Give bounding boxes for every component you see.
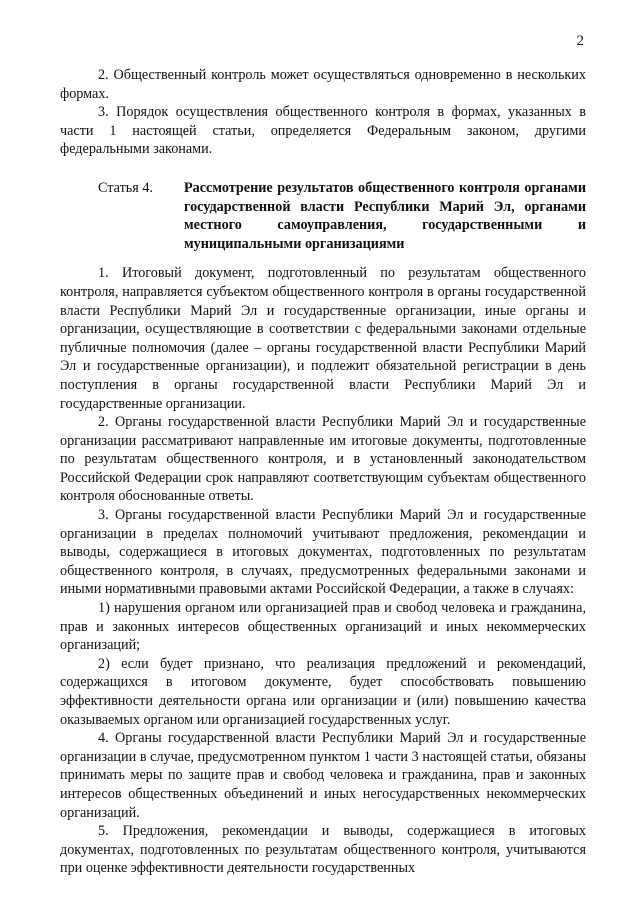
article-heading	[60, 179, 586, 253]
paragraph-3: 3. Порядок осуществления общественного контроля в формах, указанных в части 1 настоящей статьи, определяется Федеральным законом, другими федеральными законами.	[60, 104, 586, 158]
article-paragraph-2: 2. Органы государственной власти Республики Марий Эл и государственные организации рассматривают направленные им итоговые документы, подготовленные по результатам общественного контроля, и в установленный законодательством Российской Федерации срок направляют соответствующим субъектам общественного контроля обоснованные ответы.	[60, 414, 586, 505]
article-subitem-2: 2) если будет признано, что реализация предложений и рекомендаций, содержащихся в итоговом документе, будет способствовать повышению эффективности деятельности органа или организации и (или) повышению качества оказываемых органом или организацией государственных услуг.	[60, 655, 586, 728]
article-paragraph-1: 1. Итоговый документ, подготовленный по результатам общественного контроля, направляется субъектом общественного контроля в органы государственной власти Республики Марий Эл и государственные организации, иные органы и организации, осуществляющие в соответствии с федеральными законами отдельные публичные полномочия (далее – органы государственной власти Республики Марий Эл и государственные организации), и подлежит обязательной регистрации в день поступления в органы государственной власти Республики Марий Эл и государственные организации.	[60, 265, 586, 412]
article-title: Рассмотрение результатов общественного контроля органами государственной власти Республики Марий Эл, органами местного самоуправления, государственными и муниципальными организациями	[184, 179, 586, 252]
article-label: Статья 4.	[98, 179, 153, 196]
paragraph-2: 2. Общественный контроль может осуществляться одновременно в нескольких формах.	[60, 67, 586, 102]
article-subitem-1: 1) нарушения органом или организацией прав и свобод человека и гражданина, прав и законных интересов общественных организаций и иных некоммерческих организаций;	[60, 600, 586, 654]
article-paragraph-4: 4. Органы государственной власти Республики Марий Эл и государственные организации в случае, предусмотренном пунктом 1 части 3 настоящей статьи, обязаны принимать меры по защите прав и свобод человека и гражданина, прав и законных интересов общественных объединений и иных негосударственных некоммерческих организаций.	[60, 730, 586, 821]
document-body	[60, 66, 586, 878]
page-number: 2	[576, 33, 584, 49]
article-paragraph-3: 3. Органы государственной власти Республики Марий Эл и государственные организации в пределах полномочий учитывают предложения, рекомендации и выводы, содержащиеся в итоговых документах, подготовленных по результатам общественного контроля, в случаях, предусмотренных федеральными законами и иными нормативными правовыми актами Российской Федерации, а также в случаях:	[60, 507, 586, 598]
article-paragraph-5: 5. Предложения, рекомендации и выводы, содержащиеся в итоговых документах, подготовленных по результатам общественного контроля, учитываются при оценке эффективности деятельности государственных	[60, 823, 586, 877]
